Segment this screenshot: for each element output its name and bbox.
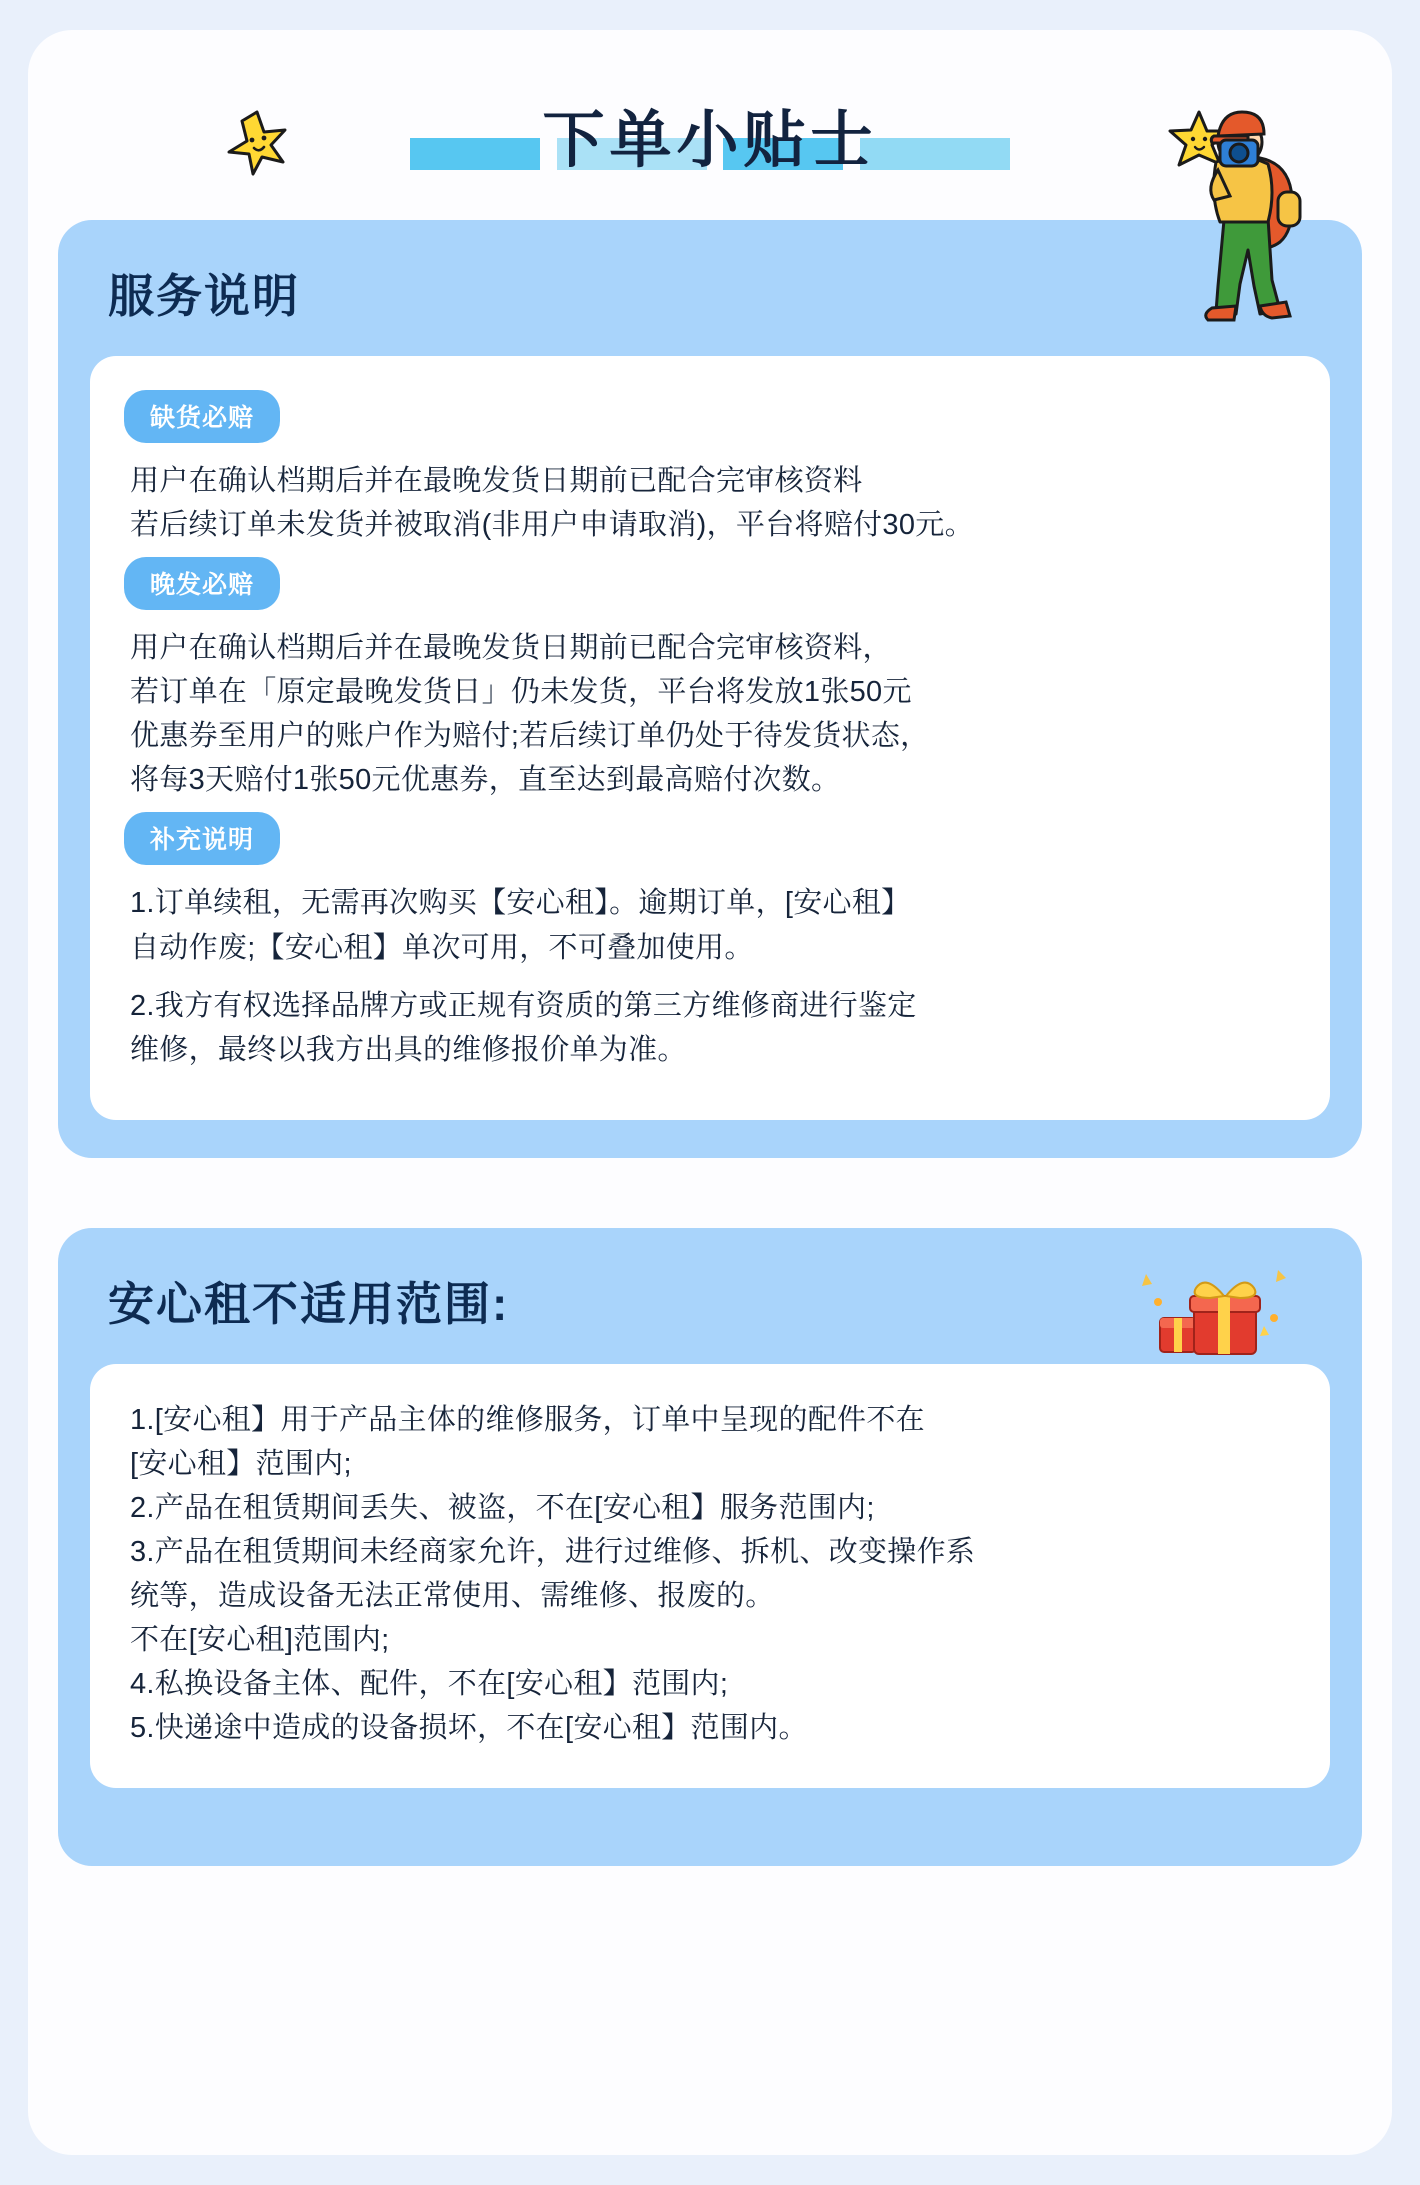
section-text bbox=[130, 984, 1296, 1072]
line: 将每3天赔付1张50元优惠券，直至达到最高赔付次数。 bbox=[130, 764, 841, 797]
list-item: 2.产品在租赁期间丢失、被盗，不在[安心租】服务范围内; bbox=[130, 1491, 875, 1524]
line: 若后续订单未发货并被取消(非用户申请取消)，平台将赔付30元。 bbox=[130, 509, 974, 542]
line: 2.我方有权选择品牌方或正规有资质的第三方维修商进行鉴定 bbox=[130, 989, 917, 1022]
section-text bbox=[130, 881, 1296, 969]
line: 1.订单续租，无需再次购买【安心租】。逾期订单，[安心租】 bbox=[130, 887, 911, 920]
line: 用户在确认档期后并在最晚发货日期前已配合完审核资料， bbox=[130, 632, 892, 665]
page-title-wrap bbox=[58, 90, 1362, 179]
service-card-body bbox=[90, 356, 1330, 1120]
card-bottom-spacer bbox=[90, 1788, 1330, 1828]
section-out-of-stock bbox=[124, 390, 1296, 547]
section-late-shipping bbox=[124, 557, 1296, 802]
line: 优惠券至用户的账户作为赔付;若后续订单仍处于待发货状态， bbox=[130, 720, 930, 753]
scope-card-title: 安心租不适用范围: bbox=[108, 1277, 510, 1330]
list-item: 4.私换设备主体、配件，不在[安心租】范围内; bbox=[130, 1668, 729, 1701]
scope-list bbox=[130, 1398, 1296, 1751]
scope-card bbox=[58, 1228, 1362, 1867]
service-card-title: 服务说明 bbox=[108, 270, 300, 322]
line: 自动作废;【安心租】单次可用，不可叠加使用。 bbox=[130, 931, 754, 964]
section-pill: 缺货必赔 bbox=[124, 390, 280, 443]
header bbox=[58, 30, 1362, 220]
line: 若订单在「原定最晚发货日」仍未发货，平台将发放1张50元 bbox=[130, 676, 912, 709]
line: 维修，最终以我方出具的维修报价单为准。 bbox=[130, 1033, 687, 1066]
service-card bbox=[58, 220, 1362, 1158]
page-title: 下单小贴士 bbox=[542, 106, 878, 175]
section-text bbox=[130, 626, 1296, 802]
list-item: 1.[安心租】用于产品主体的维修服务，订单中呈现的配件不在 bbox=[130, 1403, 925, 1436]
section-pill: 晚发必赔 bbox=[124, 557, 280, 610]
list-item: 3.产品在租赁期间未经商家允许，进行过维修、拆机、改变操作系 bbox=[130, 1536, 976, 1569]
scope-card-body bbox=[90, 1364, 1330, 1789]
list-item: 5.快递途中造成的设备损坏，不在[安心租】范围内。 bbox=[130, 1712, 808, 1745]
list-item: 统等，造成设备无法正常使用、需维修、报废的。 bbox=[130, 1580, 775, 1613]
section-pill: 补充说明 bbox=[124, 812, 280, 865]
hiker-with-camera-icon bbox=[1168, 100, 1318, 330]
gift-boxes-icon bbox=[1132, 1256, 1292, 1366]
list-item: [安心租】范围内; bbox=[130, 1447, 352, 1480]
section-supplementary bbox=[124, 812, 1296, 1071]
line: 用户在确认档期后并在最晚发货日期前已配合完审核资料 bbox=[130, 465, 863, 497]
list-item: 不在[安心租]范围内; bbox=[130, 1624, 390, 1657]
page-card bbox=[28, 30, 1392, 2155]
section-text bbox=[130, 459, 1296, 547]
